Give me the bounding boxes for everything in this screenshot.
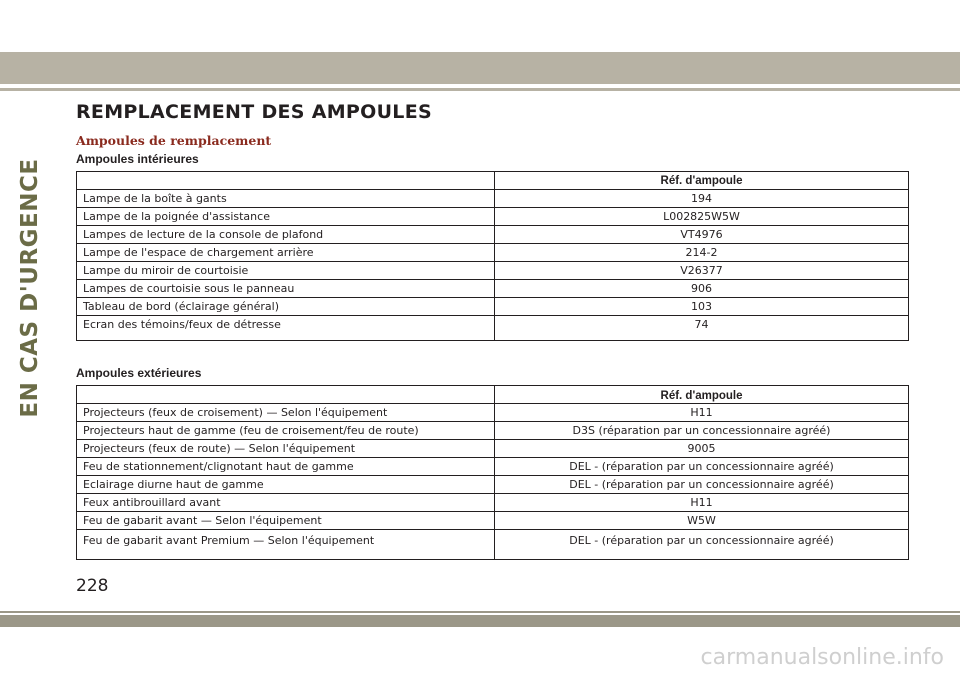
table-cell-bulb-ref: 103 bbox=[495, 298, 909, 316]
table-cell-bulb-ref: VT4976 bbox=[495, 226, 909, 244]
table-cell-lamp: Projecteurs (feux de route) — Selon l'équipement bbox=[77, 440, 495, 458]
table-row bbox=[77, 262, 909, 280]
table-row bbox=[77, 458, 909, 476]
top-divider-line bbox=[0, 88, 960, 91]
interior-bulbs-table bbox=[76, 171, 909, 341]
table-row bbox=[77, 316, 909, 341]
table-cell-bulb-ref: 214-2 bbox=[495, 244, 909, 262]
table-cell-lamp: Tableau de bord (éclairage général) bbox=[77, 298, 495, 316]
top-decorative-band bbox=[0, 52, 960, 84]
bottom-divider-line bbox=[0, 611, 960, 613]
table-cell-bulb-ref: V26377 bbox=[495, 262, 909, 280]
table-row bbox=[77, 190, 909, 208]
exterior-bulbs-label: Ampoules extérieures bbox=[76, 366, 202, 380]
table-cell-lamp: Feu de gabarit avant Premium — Selon l'équipement bbox=[77, 530, 495, 560]
table-cell-lamp: Eclairage diurne haut de gamme bbox=[77, 476, 495, 494]
table-cell-lamp: Projecteurs (feux de croisement) — Selon l'équipement bbox=[77, 404, 495, 422]
table-cell-lamp: Lampes de courtoisie sous le panneau bbox=[77, 280, 495, 298]
table-cell-bulb-ref: H11 bbox=[495, 494, 909, 512]
table-row bbox=[77, 244, 909, 262]
table-header-bulb-ref: Réf. d'ampoule bbox=[495, 386, 909, 404]
table-cell-lamp: Projecteurs haut de gamme (feu de croisement/feu de route) bbox=[77, 422, 495, 440]
table-header-row bbox=[77, 386, 909, 404]
table-header-row bbox=[77, 172, 909, 190]
table-cell-bulb-ref: D3S (réparation par un concessionnaire agréé) bbox=[495, 422, 909, 440]
table-cell-lamp: Ecran des témoins/feux de détresse bbox=[77, 316, 495, 341]
page-number: 228 bbox=[76, 576, 109, 596]
table-header-empty bbox=[77, 386, 495, 404]
exterior-bulbs-table bbox=[76, 385, 909, 560]
side-tab-label: EN CAS D'URGENCE bbox=[17, 158, 43, 418]
table-cell-bulb-ref: DEL - (réparation par un concessionnaire agréé) bbox=[495, 458, 909, 476]
table-row bbox=[77, 530, 909, 560]
table-cell-bulb-ref: H11 bbox=[495, 404, 909, 422]
watermark: carmanualsonline.info bbox=[700, 645, 944, 670]
table-cell-bulb-ref: 194 bbox=[495, 190, 909, 208]
table-cell-bulb-ref: 74 bbox=[495, 316, 909, 341]
table-header-empty bbox=[77, 172, 495, 190]
table-cell-bulb-ref: DEL - (réparation par un concessionnaire agréé) bbox=[495, 530, 909, 560]
section-subtitle: Ampoules de remplacement bbox=[76, 133, 272, 148]
table-row bbox=[77, 298, 909, 316]
table-cell-bulb-ref: W5W bbox=[495, 512, 909, 530]
table-row bbox=[77, 280, 909, 298]
table-cell-bulb-ref: DEL - (réparation par un concessionnaire agréé) bbox=[495, 476, 909, 494]
table-cell-lamp: Lampe de la boîte à gants bbox=[77, 190, 495, 208]
table-cell-bulb-ref: L002825W5W bbox=[495, 208, 909, 226]
table-row bbox=[77, 476, 909, 494]
table-row bbox=[77, 440, 909, 458]
table-cell-lamp: Lampe de la poignée d'assistance bbox=[77, 208, 495, 226]
table-cell-lamp: Feu de stationnement/clignotant haut de gamme bbox=[77, 458, 495, 476]
table-cell-bulb-ref: 9005 bbox=[495, 440, 909, 458]
table-row bbox=[77, 422, 909, 440]
table-row bbox=[77, 404, 909, 422]
table-cell-lamp: Lampe du miroir de courtoisie bbox=[77, 262, 495, 280]
table-header-bulb-ref: Réf. d'ampoule bbox=[495, 172, 909, 190]
table-cell-lamp: Feux antibrouillard avant bbox=[77, 494, 495, 512]
table-cell-lamp: Lampe de l'espace de chargement arrière bbox=[77, 244, 495, 262]
bottom-decorative-band bbox=[0, 615, 960, 627]
table-cell-bulb-ref: 906 bbox=[495, 280, 909, 298]
table-row bbox=[77, 494, 909, 512]
table-row bbox=[77, 208, 909, 226]
table-row bbox=[77, 226, 909, 244]
table-cell-lamp: Lampes de lecture de la console de plafond bbox=[77, 226, 495, 244]
interior-bulbs-label: Ampoules intérieures bbox=[76, 152, 199, 166]
page-title: REMPLACEMENT DES AMPOULES bbox=[76, 101, 432, 123]
table-cell-lamp: Feu de gabarit avant — Selon l'équipement bbox=[77, 512, 495, 530]
table-row bbox=[77, 512, 909, 530]
